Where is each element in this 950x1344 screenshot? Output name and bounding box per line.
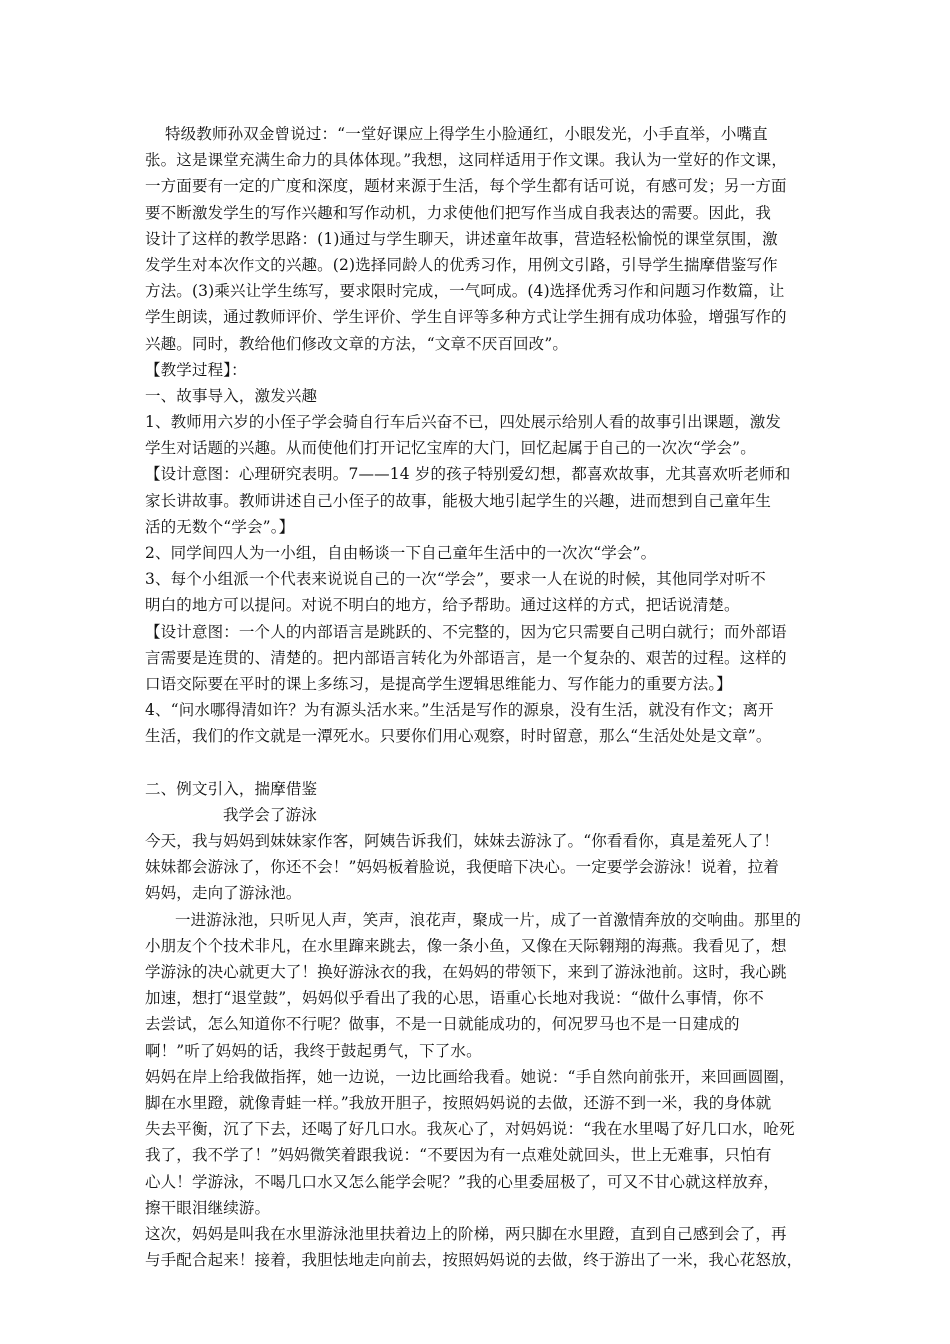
text-line: 1、教师用六岁的小侄子学会骑自行车后兴奋不已，四处展示给别人看的故事引出课题，激发 [145,413,782,432]
text-line: 去尝试，怎么知道你不行呢？做事，不是一日就能成功的，何况罗马也不是一日建成的 [145,1015,740,1034]
essay-paragraph [145,1064,813,1221]
text-line: 言需要是连贯的、清楚的。把内部语言转化为外部语言，是一个复杂的、艰苦的过程。这样的 [145,648,787,667]
intro-paragraph [145,121,813,357]
essay-paragraph [145,1221,813,1273]
text-line: 小朋友个个技术非凡，在水里蹿来跳去，像一条小鱼，又像在天际翱翔的海燕。我看见了，想 [145,936,787,955]
text-line: 啊！”听了妈妈的话，我终于鼓起勇气，下了水。 [145,1041,482,1060]
text-line: 方法。(3)乘兴让学生练写，要求限时完成，一气呵成。(4)选择优秀习作和问题习作数篇，让 [145,282,785,301]
text-line: 活的无数个“学会”。】 [145,517,295,536]
text-line: 擦干眼泪继续游。 [145,1198,271,1217]
text-line: 家长讲故事。教师讲述自己小侄子的故事，能极大地引起学生的兴趣，进而想到自己童年生 [145,491,772,510]
text-line: 今天，我与妈妈到妹妹家作客，阿姨告诉我们，妹妹去游泳了。“你看看你，真是羞死人了！ [145,832,780,851]
text-line: 脚在水里蹬，就像青蛙一样。”我放开胆子，按照妈妈说的去做，还游不到一米，我的身体就 [145,1093,772,1112]
essay-paragraph [145,828,813,907]
text-line: 要不断激发学生的写作兴趣和写作动机，力求使他们把写作当成自我表达的需要。因此，我 [145,203,772,222]
text-line: 我了，我不学了！”妈妈微笑着跟我说：“不要因为有一点难处就回头，世上无难事，只怕有 [145,1146,772,1165]
essay-title: 我学会了游泳 [223,805,317,824]
text-line: 特级教师孙双金曾说过：“一堂好课应上得学生小脸通红，小眼发光，小手直举，小嘴直 [165,125,768,143]
document-page [145,121,813,1273]
text-line: 心人！学游泳，不喝几口水又怎么能学会呢？”我的心里委屈极了，可又不甘心就这样放弃， [145,1172,780,1191]
text-line: 失去平衡，沉了下去，还喝了好几口水。我灰心了，对妈妈说：“我在水里喝了好几口水，呛死 [145,1120,795,1139]
text-line: 2、同学间四人为一小组，自由畅谈一下自己童年生活中的一次次“学会”。 [145,544,657,562]
text-line: 【设计意图：心理研究表明。7——14 岁的孩子特别爱幻想，都喜欢故事，尤其喜欢听老师和 [145,465,791,484]
text-line: 妹妹都会游泳了，你还不会！”妈妈板着脸说，我便暗下决心。一定要学会游泳！说着，拉着 [145,858,780,877]
process-heading: 【教学过程】： [145,360,247,379]
text-line: 一进游泳池，只听见人声，笑声，浪花声，聚成一片，成了一首激情奔放的交响曲。那里的 [175,910,802,929]
text-line: 兴趣。同时，教给他们修改文章的方法，“文章不厌百回改”。 [145,334,569,353]
text-line: 一方面要有一定的广度和深度，题材来源于生活，每个学生都有话可说，有感可发；另一方面 [145,177,787,196]
text-line: 张。这是课堂充满生命力的具体体现。”我想，这同样适用于作文课。我认为一堂好的作文课， [145,151,787,170]
text-line: 口语交际要在平时的课上多练习，是提高学生逻辑思维能力、写作能力的重要方法。】 [145,674,732,693]
text-line: 妈妈在岸上给我做指挥，她一边说，一边比画给我看。她说：“手自然向前张开，来回画圆圈， [145,1067,795,1086]
text-line: 妈妈，走向了游泳池。 [145,884,302,903]
text-line: 学游泳的决心就更大了！换好游泳衣的我，在妈妈的带领下，来到了游泳池前。这时，我心跳 [145,963,787,981]
section-1-body [145,409,813,749]
text-line: 设计了这样的教学思路：(1)通过与学生聊天，讲述童年故事，营造轻松愉悦的课堂氛围，激 [145,229,778,248]
text-line: 发学生对本次作文的兴趣。(2)选择同龄人的优秀习作，用例文引路，引导学生揣摩借鉴写作 [145,255,778,274]
text-line: 【设计意图：一个人的内部语言是跳跃的、不完整的，因为它只需要自己明白就行；而外部语 [145,622,787,641]
essay-paragraph [145,907,813,1064]
text-line: 与手配合起来！接着，我胆怯地走向前去，按照妈妈说的去做，终于游出了一米，我心花怒放， [145,1251,803,1270]
blank-line [145,750,813,776]
text-line: 生活，我们的作文就是一潭死水。只要你们用心观察，时时留意，那么“生活处处是文章”。 [145,727,772,746]
section-heading: 二、例文引入，揣摩借鉴 [145,779,318,798]
text-line: 学生朗读，通过教师评价、学生评价、学生自评等多种方式让学生拥有成功体验，增强写作的 [145,308,787,327]
text-line: 3、每个小组派一个代表来说说自己的一次“学会”，要求一人在说的时候，其他同学对听不 [145,570,766,589]
text-line: 学生对话题的兴趣。从而使他们打开记忆宝库的大门，回忆起属于自己的一次次“学会”。 [145,439,756,458]
section-heading: 一、故事导入，激发兴趣 [145,386,318,405]
text-line: 4、“问水哪得清如许？为有源头活水来。”生活是写作的源泉，没有生活，就没有作文；离开 [145,701,774,720]
text-line: 加速，想打“退堂鼓”，妈妈似乎看出了我的心思，语重心长地对我说：“做什么事情，你不 [145,989,764,1008]
text-line: 明白的地方可以提问。对说不明白的地方，给予帮助。通过这样的方式，把话说清楚。 [145,596,740,615]
text-line: 这次，妈妈是叫我在水里游泳池里扶着边上的阶梯，两只脚在水里蹬，直到自己感到会了，再 [145,1224,787,1243]
